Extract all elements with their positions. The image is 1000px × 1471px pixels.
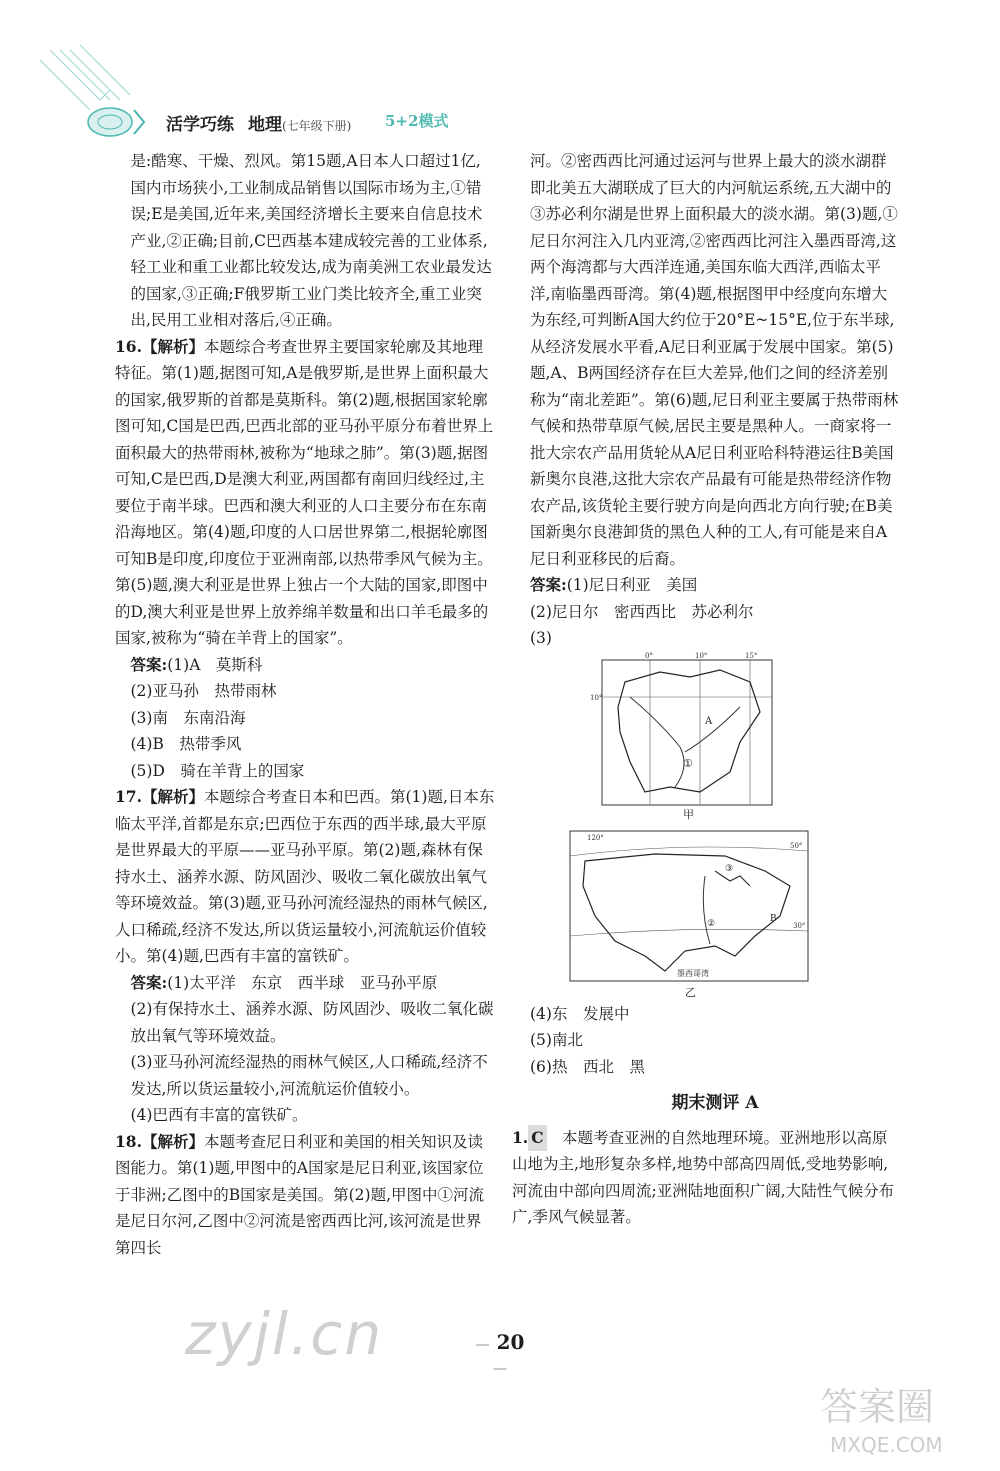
q18-answer-4: (4)东 发展中	[530, 1004, 630, 1023]
q17-analysis	[115, 784, 495, 970]
right-column	[512, 148, 900, 1231]
q18-answer-5: (5)南北	[530, 1031, 583, 1049]
q18-number: 18.	[115, 1131, 142, 1151]
q17-tag: 【解析】	[141, 787, 204, 806]
map-jia-lon3: 15°	[745, 651, 758, 660]
q17-answer-3: (3)亚马孙河流经湿热的雨林气候区,人口稀疏,经济不发达,所以货运量较小,河流航运价值较小。	[130, 1053, 488, 1098]
q16-tag: 【解析】	[141, 336, 204, 356]
map-jia-lat: 10°	[590, 693, 603, 702]
q17-answer-2: (2)有保持水土、涵养水源、防风固沙、吸收二氧化碳放出氧气等环境效益。	[130, 1000, 494, 1045]
q16-analysis	[115, 334, 495, 652]
page-header	[0, 0, 1000, 150]
map-jia-lon1: 0°	[645, 651, 653, 660]
section-title: 期末测评 A	[671, 1093, 759, 1113]
q18-answer-label: 答案:	[530, 575, 567, 594]
q18-answer-1: (1)尼日利亚 美国	[566, 576, 698, 594]
page-number-value: 20	[496, 1330, 525, 1354]
q16-answer-1: (1)A 莫斯科	[167, 655, 263, 674]
q18-text: 本题考查尼日利亚和美国的相关知识及读图能力。第(1)题,甲图中的A国家是尼日利亚,该国家位于非洲;乙图中的B国家是美国。第(2)题,甲图中①河流是尼日尔河,乙图中②河流是密西西比河,该河流是世界第四长	[115, 1132, 484, 1257]
map-yi-label-2: ②	[707, 918, 716, 929]
mode-badge: 5+2模式	[385, 112, 449, 130]
map-yi-caption: 乙	[685, 985, 696, 999]
exam-q1-choice: C	[528, 1125, 546, 1152]
q18-answer-3: (3)	[530, 629, 552, 647]
q16-text: 本题综合考查世界主要国家轮廓及其地理特征。第(1)题,据图可知,A是俄罗斯,是世界上面积最大的国家,俄罗斯的首都是莫斯科。第(2)题,根据国家轮廓图可知,C国是巴西,巴西北部的亚马孙平原分布着世界上面积最大的热带雨林,被称为“地球之肺”。第(3)题,据图可知,C是巴西,D是澳大利亚,两国都有南回归线经过,主要位于南半球。巴西和澳大利亚的人口主要分布在东南沿海地区。第(4)题,印度的人口居世界第二,根据轮廓图可知B是印度,印度位于亚洲南部,以热带季风气候为主。第(5)题,澳大利亚是世界上独占一个大陆的国家,即图中的D,澳大利亚是世界上放养绵羊数量和出口羊毛最多的国家,被称为“骑在羊背上的国家”。	[115, 337, 494, 647]
map-jia-caption: 甲	[683, 807, 694, 821]
q17-answer-4: (4)巴西有丰富的富铁矿。	[130, 1106, 308, 1124]
svg-text:答案圈: 答案圈	[820, 1385, 935, 1429]
map-yi-lon: 120°	[587, 833, 604, 842]
q16-number: 16.	[115, 336, 142, 356]
watermark-text: zyjl.cn	[185, 1300, 384, 1368]
map-yi-label-b: B	[770, 913, 777, 924]
q17-answer-label: 答案:	[130, 972, 168, 992]
brand-title: 活学巧练	[166, 115, 234, 135]
map-jia-label-1: ①	[683, 756, 693, 770]
q15-continuation: 是:酷寒、干燥、烈风。第15题,A日本人口超过1亿,国内市场狭小,工业制成品销售以国际市场为主,①错误;E是美国,近年来,美国经济增长主要来自信息技术产业,②正确;目前,C巴西基本建成较完善的工业体系,轻工业和重工业都比较发达,成为南美洲工农业最发达的国家,③正确;F俄罗斯工业门类比较齐全,重工业突出,民用工业相对落后,④正确。	[130, 152, 492, 329]
map-yi-gulf: 墨西哥湾	[677, 968, 709, 978]
q16-answer-2: (2)亚马孙 热带雨林	[130, 682, 277, 700]
map-yi-lat2: 30°	[793, 921, 806, 930]
map-nigeria	[590, 652, 780, 822]
q16-answers	[115, 652, 495, 785]
q17-answer-1: (1)太平洋 东京 西半球 亚马孙平原	[167, 973, 438, 992]
q17-answers	[115, 970, 495, 1129]
map-yi-label-3: ③	[725, 863, 734, 874]
exam-q1-number: 1.	[512, 1127, 529, 1147]
q16-answer-3: (3)南 东南沿海	[130, 708, 246, 727]
left-column	[115, 148, 495, 1261]
svg-text:MXQE.COM: MXQE.COM	[830, 1433, 943, 1457]
q18-continuation: 河。②密西西比河通过运河与世界上最大的淡水湖群即北美五大湖联成了巨大的内河航运系统,五大湖中的③苏必利尔湖是世界上面积最大的淡水湖。第(3)题,①尼日尔河注入几内亚湾,②密西西比河注入墨西哥湾,这两个海湾都与大西洋连通,美国东临大西洋,西临太平洋,南临墨西哥湾。第(4)题,根据图甲中经度向东增大为东经,可判断A国大约位于20°E~15°E,位于东半球,从经济发展水平看,A尼日利亚属于发展中国家。第(5)题,A、B两国经济存在巨大差异,他们之间的经济差别称为“南北差距”。第(6)题,尼日利亚主要属于热带雨林气候和热带草原气候,居民主要是黑种人。一商家将一批大宗农产品用货轮从A尼日利亚哈科特港运往B美国新奥尔良港,这批大宗农产品最有可能是热带经济作物农产品,该货轮主要行驶方向是向西北方向行驶;在B美国新奥尔良港卸货的黑色人种的工人,有可能是来自A尼日利亚移民的后裔。	[530, 152, 899, 568]
q18-tag: 【解析】	[141, 1131, 204, 1151]
q17-text: 本题综合考查日本和巴西。第(1)题,日本东临太平洋,首都是东京;巴西位于东西的西半球,最大平原是世界最大的平原——亚马孙平原。第(2)题,森林有保持水土、涵养水源、防风固沙、吸收二氧化碳放出氧气等环境效益。第(3)题,亚马孙河流经湿热的雨林气候区,人口稀疏,经济不发达,所以货运量较小,河流航运价值较小。第(4)题,巴西有丰富的富铁矿。	[115, 788, 495, 965]
q18-answer-6: (6)热 西北 黑	[530, 1057, 645, 1076]
book-logo-icon	[86, 104, 146, 140]
map-yi-lat1: 50°	[790, 841, 803, 850]
page-number: — 20 —	[475, 1330, 525, 1377]
map-usa	[565, 826, 815, 1001]
q16-answer-label: 答案:	[130, 654, 168, 674]
subject-title: 地理(七年级下册)	[248, 115, 352, 135]
q16-answer-4: (4)B 热带季风	[130, 735, 242, 753]
q18-answer-2: (2)尼日尔 密西西比 苏必利尔	[530, 602, 754, 621]
seal-watermark-icon	[810, 1370, 980, 1460]
map-jia-lon2: 10°	[695, 651, 708, 660]
q18-analysis	[115, 1129, 495, 1262]
grade-note: (七年级下册)	[282, 119, 352, 133]
q16-answer-5: (5)D 骑在羊背上的国家	[130, 761, 305, 780]
exam-q1-text: 本题考查亚洲的自然地理环境。亚洲地形以高原山地为主,地形复杂多样,地势中部高四周低,受地势影响,河流由中部向四周流;亚洲陆地面积广阔,大陆性气候分布广,季风气候显著。	[512, 1128, 895, 1226]
q17-number: 17.	[115, 787, 142, 806]
map-jia-label-a: A	[705, 715, 713, 727]
exam-q1	[512, 1125, 900, 1231]
